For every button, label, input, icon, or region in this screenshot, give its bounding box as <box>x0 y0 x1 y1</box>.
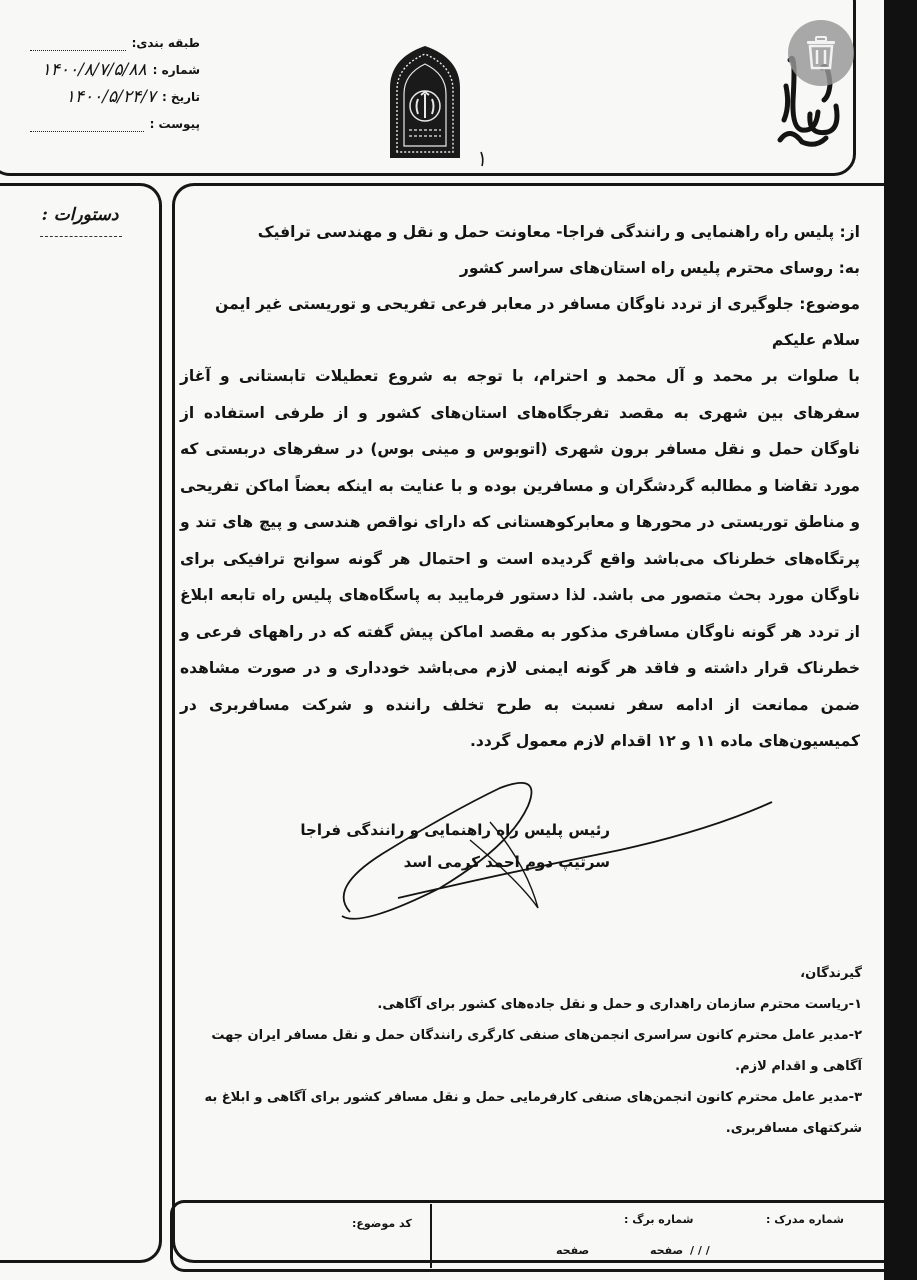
classification-label: طبقه بندی: <box>131 36 200 50</box>
instructions-column <box>0 183 162 1263</box>
delete-button[interactable] <box>788 20 854 86</box>
signature-block <box>236 814 610 878</box>
page-of-label: صفحه <box>556 1244 590 1257</box>
handwritten-tick <box>478 150 486 168</box>
letter-body <box>180 214 860 760</box>
page-label: صفحه <box>650 1244 684 1257</box>
date-value: ۱۴۰۰/۵/۲۴/۷ <box>65 87 156 107</box>
date-label: تاریخ : <box>161 90 200 104</box>
number-row <box>30 57 200 84</box>
record-number-label: شماره مدرک : <box>766 1213 844 1226</box>
recipient-item: ۳-مدیر عامل محترم کانون انجمن‌های صنفی کارفرمایی حمل و نقل مسافر کشور برای آگاهی و ابلاغ به شرکتهای مسافربری. <box>204 1090 862 1136</box>
footer-frame <box>170 1200 884 1272</box>
instructions-title-underline <box>40 236 122 237</box>
letter-to: به: روسای محترم پلیس راه استان‌های سراسر کشور <box>459 259 860 277</box>
classification-row <box>30 30 200 57</box>
number-label: شماره : <box>152 63 200 77</box>
recipient-item: ۲-مدیر عامل محترم کانون سراسری انجمن‌های صنفی کارگری رانندگان حمل و نقل مسافر ایران جهت آگاهی و اقدام لازم. <box>211 1028 862 1074</box>
letter-main-paragraph: با صلوات بر محمد و آل محمد و احترام، با توجه به شروع تعطیلات تابستانی و آغاز سفرهای بین شهری به مقصد تفرجگاه‌های استان‌های کشور و از طرفی استفاده از ناوگان حمل و نقل مسافر برون شهری (اتوبوس و مینی بوس) در سفرهای دربستی که مورد تقاضا و مطالبه گردشگران و مسافرین بوده و با عنایت به اینکه بعضاً اماکن تفریحی و مناطق توریستی در محورها و معابرکوهستانی که دارای نواقص هندسی و پیچ های تند و پرتگاه‌های خطرناک می‌باشد واقع گردیده است و احتمال هر گونه سوانح ترافیکی برای ناوگان مورد بحث متصور می باشد. لذا دستور فرمایید به پاسگاه‌های پلیس راه تابعه ابلاغ از تردد هر گونه ناوگان مسافری مذکور به مقصد اماکن پیش گفته که در راههای فرعی و خطرناک قرار داشته و فاقد هر گونه ایمنی لازم می‌باشد خودداری و در صورت مشاهده ضمن ممانعت از ادامه سفر نسبت به طرح تخلف راننده و شرکت مسافربری در کمیسیون‌های ماده ۱۱ و ۱۲ اقدام لازم معمول گردد. <box>180 367 860 750</box>
header-fields <box>30 30 200 138</box>
number-value: ۱۴۰۰/۸/۷/۵/۸۸ <box>41 60 147 80</box>
date-row <box>30 84 200 111</box>
attachment-row <box>30 111 200 138</box>
trash-icon <box>806 36 836 70</box>
footer-divider <box>430 1204 432 1268</box>
recipients-section <box>186 958 862 1144</box>
recipient-item: ۱-ریاست محترم سازمان راهداری و حمل و نقل جاده‌های کشور برای آگاهی. <box>377 997 862 1012</box>
screen-edge-strip <box>884 0 917 1280</box>
signatory-title: رئیس پلیس راه راهنمایی و رانندگی فراجا <box>300 821 610 839</box>
recipients-heading: گیرندگان، <box>800 966 862 981</box>
instructions-title: دستورات : <box>41 205 119 225</box>
sheet-number-label: شماره برگ : <box>624 1213 694 1226</box>
letter-from: از: پلیس راه راهنمایی و رانندگی فراجا- معاونت حمل و نقل و مهندسی ترافیک <box>257 223 860 241</box>
subject-code-label: کد موضوع: <box>352 1217 412 1230</box>
police-emblem-icon <box>384 42 466 160</box>
letter-subject: موضوع: جلوگیری از تردد ناوگان مسافر در معابر فرعی تفریحی و توریستی غیر ایمن <box>215 295 860 313</box>
letter-greeting: سلام علیکم <box>771 331 860 349</box>
date-slashes: / / / <box>690 1244 710 1257</box>
attachment-label: پیوست : <box>149 117 200 131</box>
signatory-name: سرتیپ دوم احمد کرمی اسد <box>403 853 610 871</box>
